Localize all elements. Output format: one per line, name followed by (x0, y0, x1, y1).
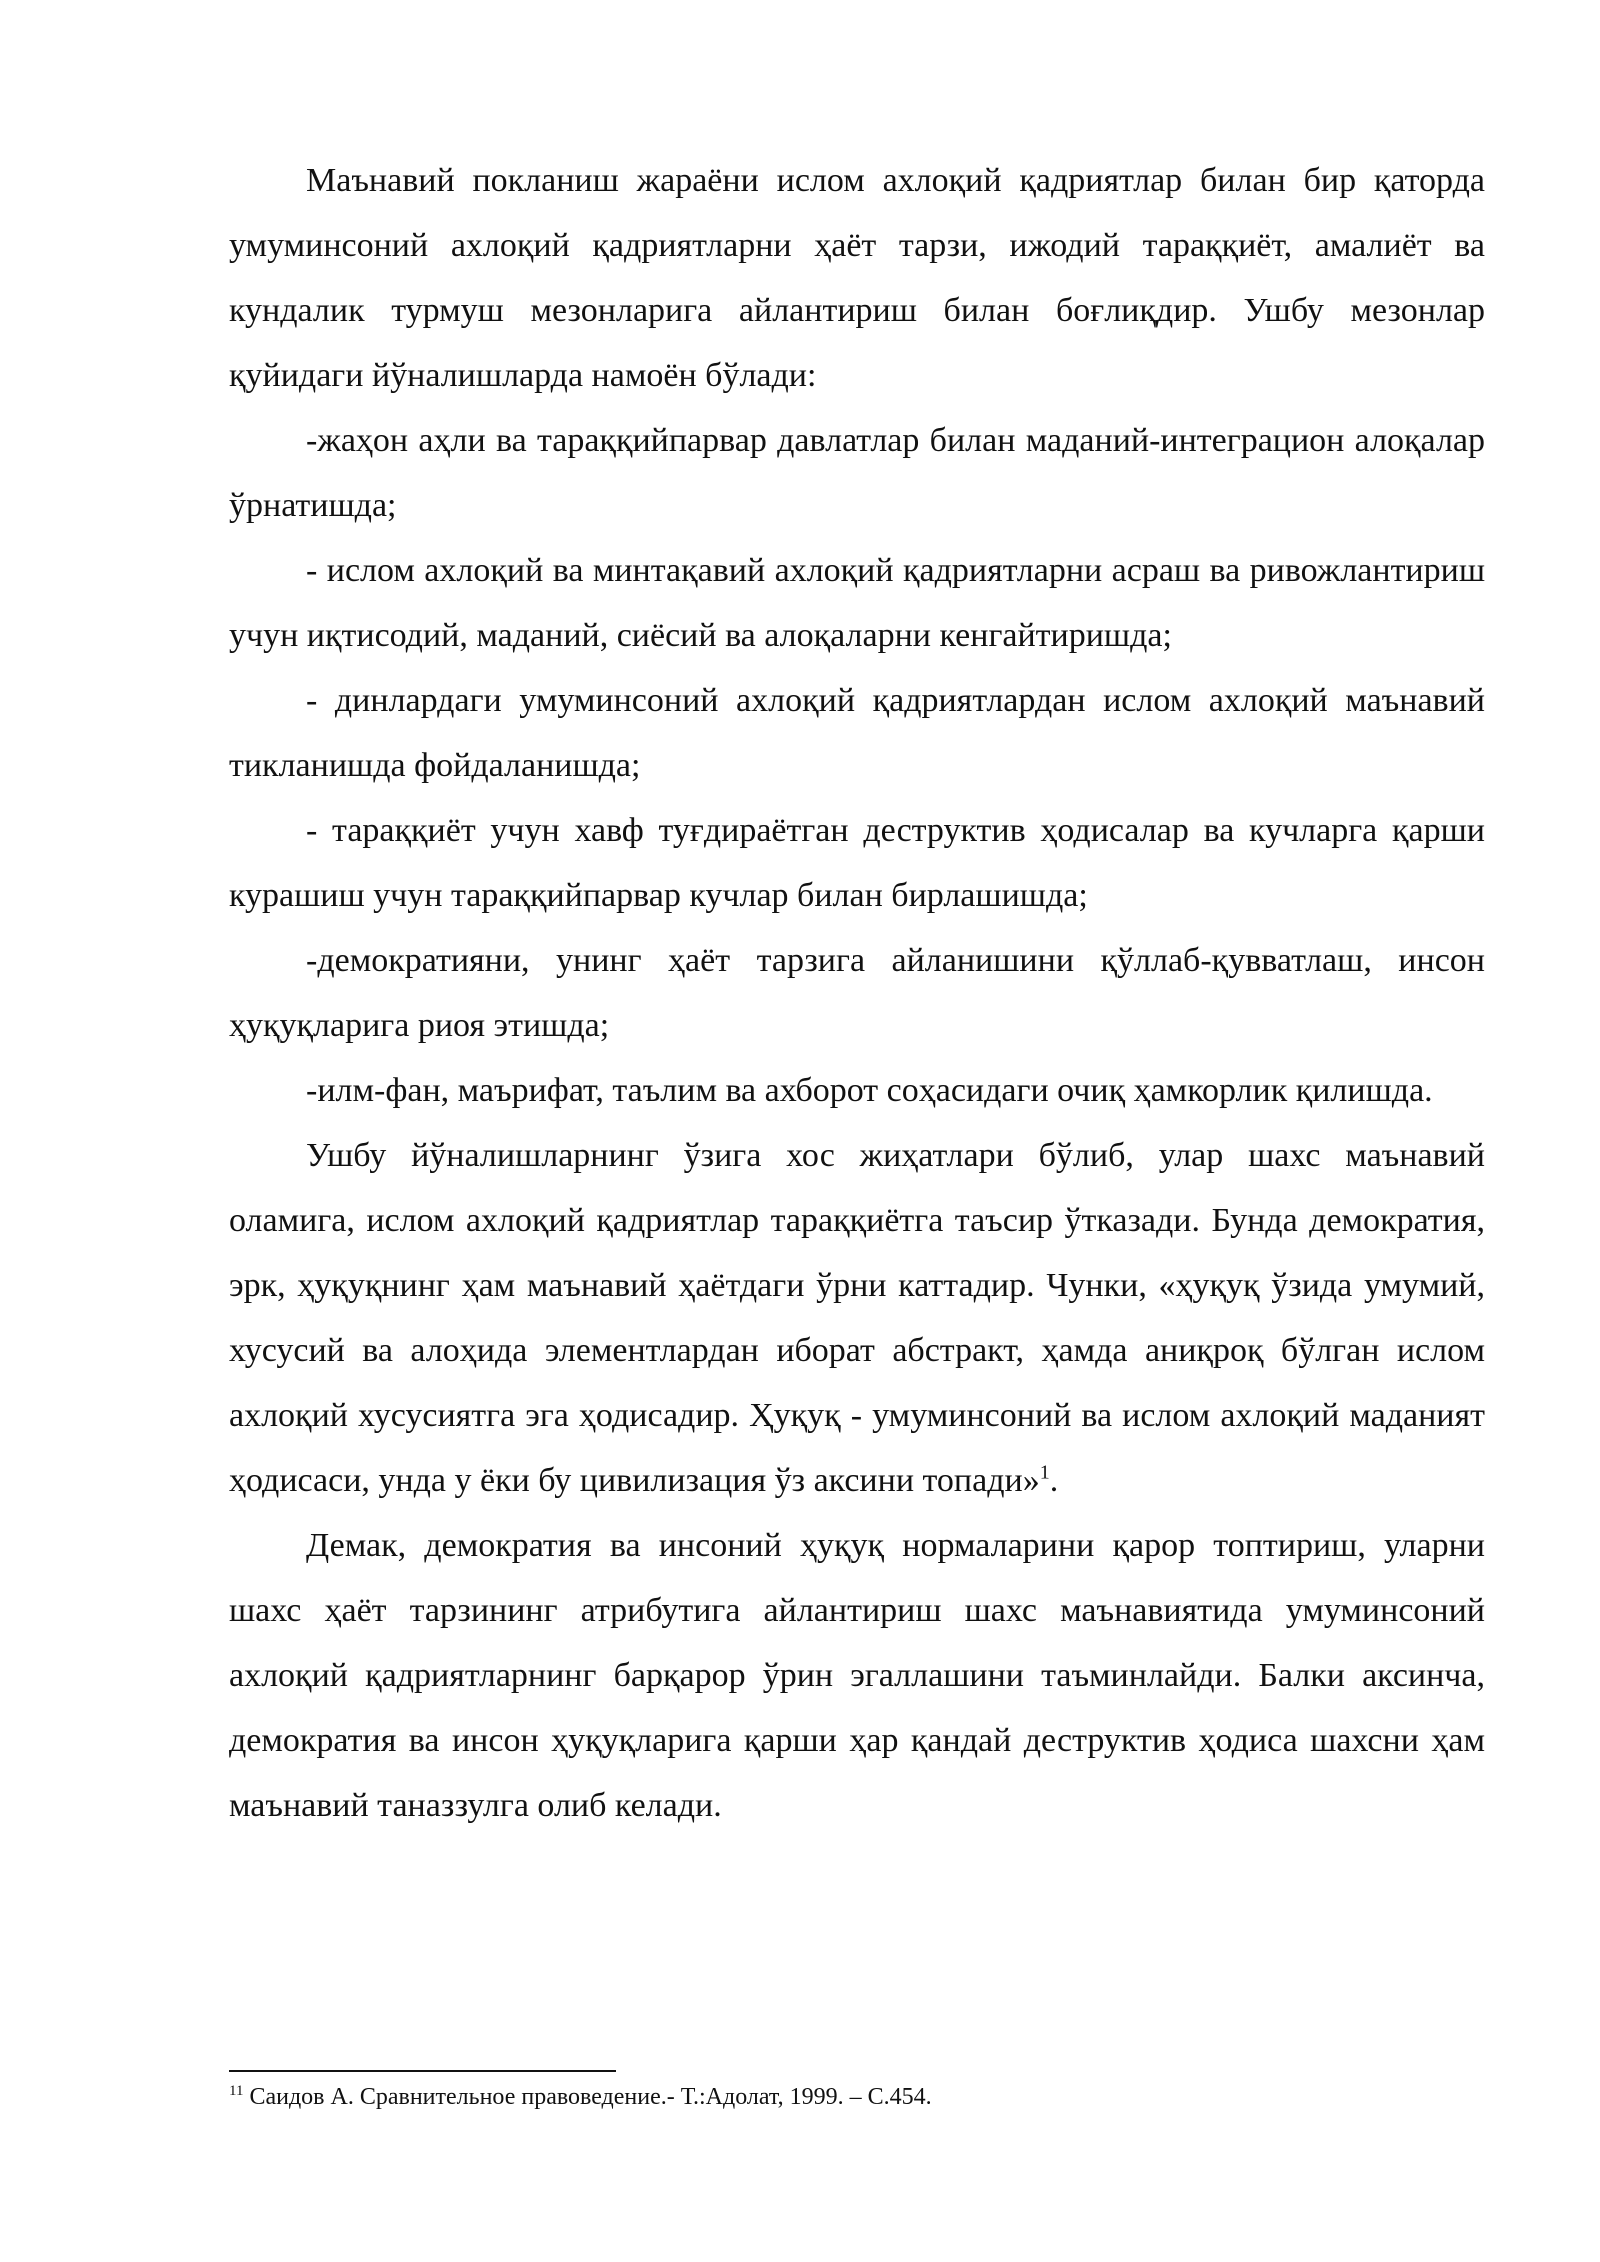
list-item-democracy-support: -демократияни, унинг ҳаёт тарзига айланишини қўллаб-қувватлаш, инсон ҳуқуқларига риоя этишда; (229, 942, 1485, 1044)
footnote-reference: 1 (1039, 1461, 1050, 1484)
quote-period: . (1049, 1462, 1059, 1499)
list-item-cultural-integration: -жаҳон аҳли ва тараққийпарвар давлатлар билан маданий-интеграцион алоқалар ўрнатишда; (229, 422, 1485, 524)
list-item-destructive-forces: - тараққиёт учун хавф туғдираётган деструктив ҳодисалар ва кучларга қарши курашиш учун тараққийпарвар кучлар билан бирлашишда; (229, 812, 1485, 914)
list-item-values-preservation: - ислом ахлоқий ва минтақавий ахлоқий қадриятларни асраш ва ривожлантириш учун иқтисодий, маданий, сиёсий ва алоқаларни кенгайтиришда; (229, 552, 1485, 654)
quote-text: Ушбу йўналишларнинг ўзига хос жиҳатлари бўлиб, улар шахс маънавий оламига, ислом ахлоқий қадриятлар тараққиётга таъсир ўтказади. Бунда демократия, эрк, ҳуқуқнинг ҳам маънавий ҳаётдаги ўрни каттадир. Чунки, «ҳуқуқ ўзида умумий, хусусий ва алоҳида элементлардан иборат абстракт, ҳамда аниқроқ бўлган ислом ахлоқий хусусиятга эга ҳодисадир. Ҳуқуқ - умуминсоний ва ислом ахлоқий маданият ҳодисаси, унда у ёки бу цивилизация ўз аксини топади» (229, 1137, 1485, 1499)
paragraph-intro: Маънавий покланиш жараёни ислом ахлоқий қадриятлар билан бир қаторда умуминсоний ахлоқий қадриятларни ҳаёт тарзи, ижодий тараққиёт, амалиёт ва кундалик турмуш мезонларига айлантириш билан боғлиқдир. Ушбу мезонлар қуйидаги йўналишларда намоён бўлади: (229, 162, 1485, 394)
list-item-science-cooperation: -илм-фан, маърифат, таълим ва ахборот соҳасидаги очиқ ҳамкорлик қилишда. (306, 1072, 1433, 1109)
footnote-marker: 11 (229, 2083, 244, 2099)
list-item-religious-values: - динлардаги умуминсоний ахлоқий қадриятлардан ислом ахлоқий маънавий тикланишда фойдаланишда; (229, 682, 1485, 784)
paragraph-quote (229, 1123, 1485, 1513)
paragraph-conclusion: Демак, демократия ва инсоний ҳуқуқ нормаларини қарор топтириш, уларни шахс ҳаёт тарзининг атрибутига айлантириш шахс маънавиятида умуминсоний ахлоқий қадриятларнинг барқарор ўрин эгаллашини таъминлайди. Балки аксинча, демократия ва инсон ҳуқуқларига қарши ҳар қандай деструктив ҳодиса шахсни ҳам маънавий таназзулга олиб келади. (229, 1527, 1485, 1824)
footnote-text: Саидов А. Сравнительное правоведение.- Т.:Адолат, 1999. – С.454. (243, 2084, 932, 2110)
body-text (229, 148, 1485, 1838)
footnote-separator (229, 2070, 616, 2072)
footnote (229, 2080, 1485, 2114)
